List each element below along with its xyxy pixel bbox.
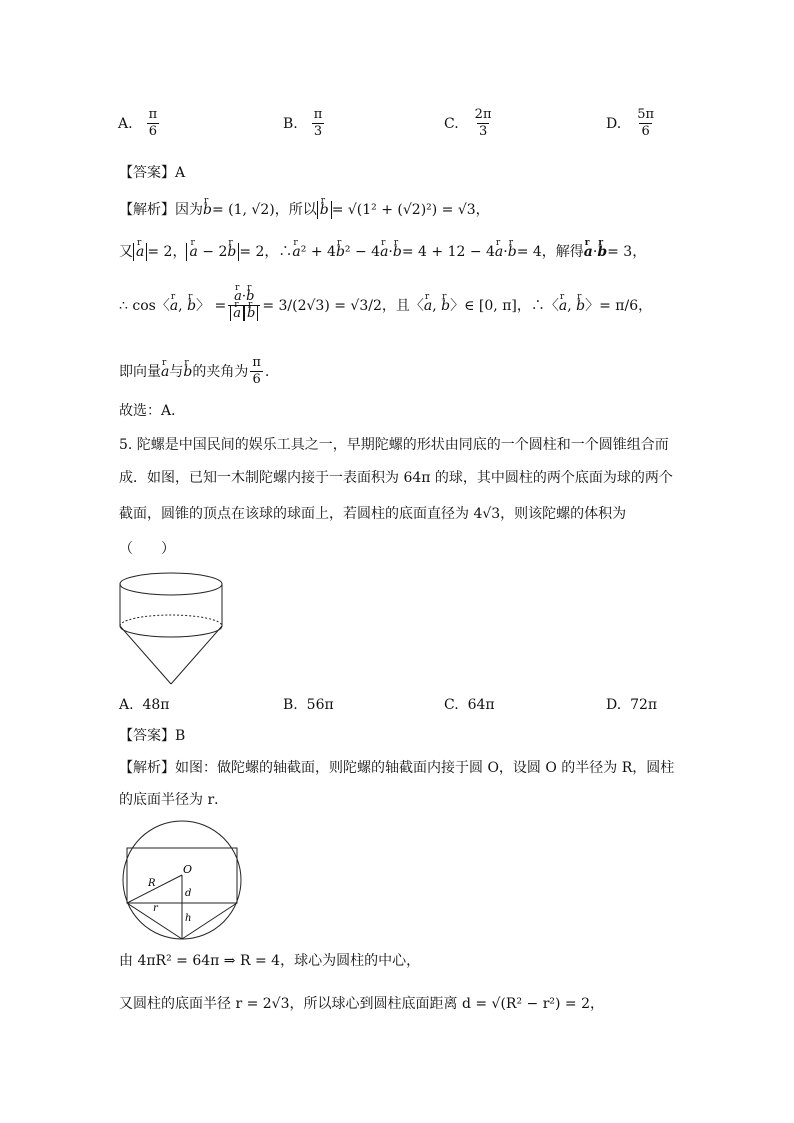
- label-O: O: [183, 863, 193, 876]
- norm-a-minus-2b: r a − 2r b: [186, 243, 239, 261]
- label-r: r: [153, 903, 158, 914]
- q5-option-a: A. 48π: [119, 697, 170, 713]
- q4-option-d: D. $\frac{5\pi}{6}$: [606, 107, 655, 139]
- q4-option-a-fraction: $\frac{\pi}{6}$: [148, 107, 158, 139]
- axial-section-figure: [117, 815, 247, 945]
- q4-analysis-line2: 又 r a = 2， r a − 2r b = 2，∴ r a ² + 4 r b ² − 4 r a · r b = 4 + 12 − 4 r a · r b = 4，解得 r a · r b = 3，: [119, 243, 646, 261]
- q4-conclusion: 故选：A．: [119, 403, 186, 419]
- cone-left-edge: [120, 626, 171, 684]
- q4-option-a: A. $\frac{\pi}{6}$: [118, 107, 158, 139]
- spinning-top-figure: [112, 566, 232, 690]
- q5-option-d: D. 72π: [606, 697, 658, 713]
- q5-stem-line2: 成．如图，已知一木制陀螺内接于一表面积为 64π 的球，其中圆柱的两个底面为球的两个: [119, 470, 673, 486]
- label-d: d: [185, 888, 192, 899]
- q4-option-b-fraction: $\frac{\pi}{3}$: [313, 107, 323, 139]
- norm-a: r a: [133, 243, 147, 261]
- cone-right-edge: [171, 626, 222, 684]
- q5-option-c: C. 64π: [444, 697, 495, 713]
- q5-analysis-line1: 【解析】 如图：做陀螺的轴截面，则陀螺的轴截面内接于圆 O，设圆 O 的半径为 R，圆柱: [119, 760, 675, 776]
- q4-option-c: C. $\frac{2\pi}{3}$: [444, 107, 492, 139]
- label-h: h: [185, 913, 192, 924]
- cylinder-bottom-back: [120, 615, 222, 626]
- cylinder-bottom-front: [120, 626, 222, 637]
- q4-analysis-line3: ∴ cos 〈r a, r b〉 = r a·r b r ar b = 3/(2√3) = √3/2，且 〈r a, r b〉 ∈ [0, π]，∴ 〈r a, r b〉 = π/6，: [119, 290, 652, 321]
- q5-option-b: B. 56π: [283, 697, 334, 713]
- q5-answer: 【答案】B: [119, 728, 186, 744]
- q4-analysis-line1: 【解析】 因为 r b = (1, √2)，所以 r b = √(1² + (√2)²) = √3，: [119, 201, 490, 219]
- vector-b: r b: [203, 201, 212, 219]
- q5-answer-paren: （ ）: [119, 541, 175, 557]
- cos-fraction: r a·r b r ar b: [228, 290, 260, 321]
- q5-step1: 由 4πR² = 64π ⇒ R = 4，球心为圆柱的中心，: [119, 953, 421, 969]
- q5-stem-line3: 截面，圆锥的顶点在该球的球面上，若圆柱的底面直径为 4√3，则该陀螺的体积为: [119, 506, 627, 522]
- angle-fraction: $\frac{\pi}{6}$: [252, 355, 261, 387]
- label-R: R: [148, 878, 156, 889]
- q5-step2: 又圆柱的底面半径 r = 2√3，所以球心到圆柱底面距离 d = √(R² − r²) = 2，: [119, 996, 605, 1012]
- q4-option-c-fraction: $\frac{2\pi}{3}$: [474, 107, 492, 139]
- q4-analysis-line4: 即向量 r a 与 r b 的夹角为 $\frac{\pi}{6}$ .: [119, 356, 269, 387]
- q5-stem-line1: 5. 陀螺是中国民间的娱乐工具之一，早期陀螺的形状由同底的一个圆柱和一个圆锥组合而: [119, 437, 669, 453]
- q4-option-d-fraction: $\frac{5\pi}{6}$: [637, 107, 655, 139]
- q5-analysis-line2: 的底面半径为 r．: [119, 792, 229, 808]
- norm-b: r b: [317, 201, 332, 219]
- q4-option-b: B. $\frac{\pi}{3}$: [283, 107, 323, 139]
- cylinder-top-ellipse: [120, 573, 222, 595]
- q4-answer: 【答案】A: [119, 165, 186, 181]
